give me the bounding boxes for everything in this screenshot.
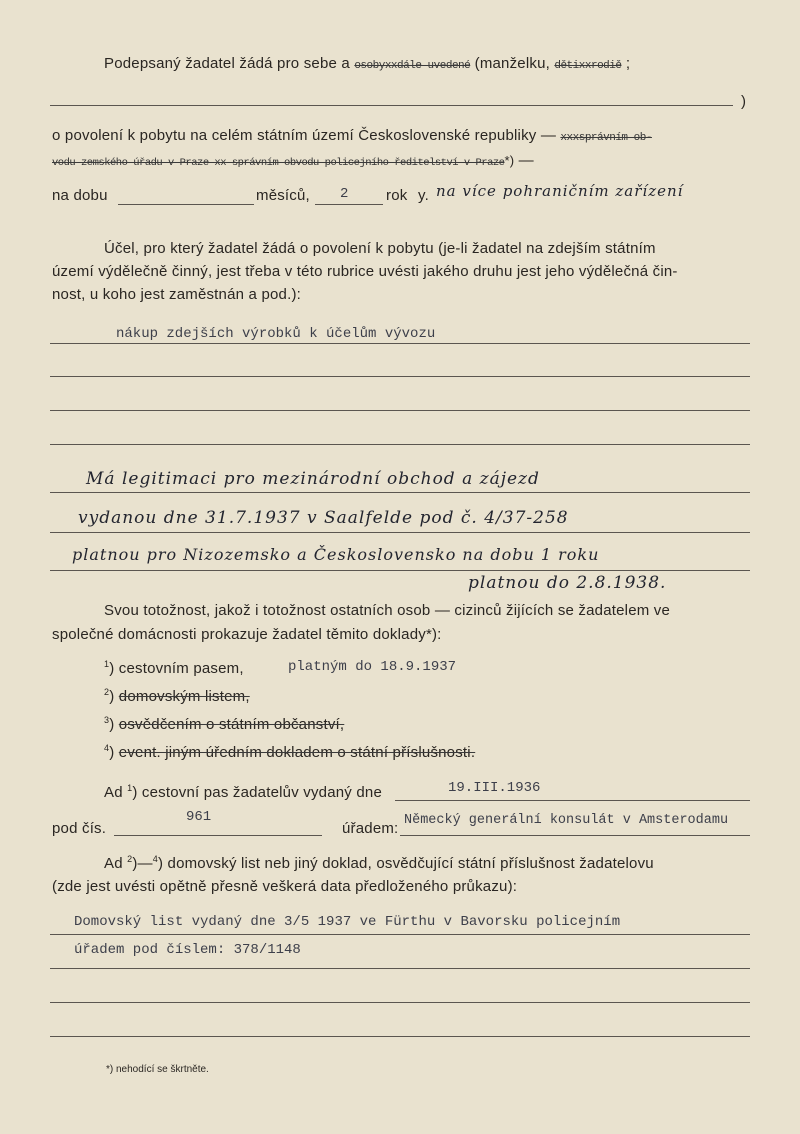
- doc-label: cestovním pasem,: [118, 660, 244, 677]
- hw-line-2: [50, 532, 750, 533]
- hw-line-1: [50, 492, 750, 493]
- identity-text-2: společné domácnosti prokazuje žadatel těmito doklady*):: [52, 626, 442, 643]
- months-line: [118, 204, 254, 205]
- handwritten-line-4: platnou do 2.8.1938.: [468, 573, 667, 593]
- office-line: [400, 835, 750, 836]
- purpose-line-1: [50, 343, 750, 344]
- years-label: rok: [386, 187, 408, 204]
- doc-label-struck: event. jiným úředním dokladem o státní příslušnosti.: [118, 744, 476, 761]
- doc-label-struck: domovským listem,: [118, 688, 250, 705]
- cert-line-3: [50, 1002, 750, 1003]
- territory-line: [52, 127, 652, 147]
- months-label: měsíců,: [256, 187, 310, 204]
- intro-line: [104, 55, 630, 75]
- fill-line: [50, 105, 733, 106]
- doc-sup: 2: [104, 687, 110, 697]
- ad1-line: [104, 784, 382, 802]
- hw-line-3: [50, 570, 750, 571]
- years-suffix: y.: [418, 187, 429, 204]
- ad2-line: [104, 855, 654, 873]
- ad2-instruction: (zde jest uvésti opětně přesně veškerá data předloženého průkazu):: [52, 878, 518, 895]
- territory-line-2: [52, 152, 534, 172]
- passport-validity: platným do 18.9.1937: [288, 659, 457, 675]
- struck-territory: xxxsprávním ob-: [560, 132, 652, 144]
- handwritten-line-2: vydanou dne 31.7.1937 v Saalfelde pod č. 4/37-258: [78, 508, 569, 528]
- passport-date-line: [395, 800, 750, 801]
- cert-line-2: [50, 968, 750, 969]
- number-label: pod čís.: [52, 820, 107, 837]
- doc-passport: $^1$) cestovním pasem,: [104, 659, 244, 677]
- passport-office: Německý generální konsulát v Amsterodamu: [404, 813, 729, 828]
- doc-sup: 4: [104, 743, 110, 753]
- footnote: *) nehodící se škrtněte.: [106, 1064, 209, 1075]
- passport-date: 19.III.1936: [448, 780, 541, 796]
- years-line: [315, 204, 383, 205]
- intro-text-2: (manželku,: [474, 55, 550, 72]
- intro-semicolon: ;: [625, 55, 631, 72]
- close-paren: ): [741, 93, 747, 110]
- territory-text: o povolení k pobytu na celém státním území Československé republiky —: [52, 127, 557, 144]
- purpose-text-3: nost, u koho jest zaměstnán a pod.):: [52, 286, 302, 303]
- purpose-text-2: území výdělečně činný, jest třeba v této rubrice uvésti jakého druhu jest jeho výdělečná čin-: [52, 263, 678, 280]
- identity-text-1: Svou totožnost, jakož i totožnost ostatních osob — cizinců žijících se žadatelem ve: [104, 602, 671, 619]
- purpose-line-4: [50, 444, 750, 445]
- years-value: 2: [340, 186, 349, 202]
- purpose-line-3: [50, 410, 750, 411]
- intro-text: Podepsaný žadatel žádá pro sebe a: [104, 55, 350, 72]
- struck-text: osobyxxdále uvedené: [354, 60, 471, 72]
- homeland-cert-2: úřadem pod číslem: 378/1148: [74, 942, 301, 958]
- ad-text-2: ) domovský list neb jiný doklad, osvědčující státní příslušnost žadatelovu: [157, 855, 654, 872]
- handwritten-line-3: platnou pro Nizozemsko a Československo na dobu 1 roku: [72, 545, 600, 564]
- passport-number-line: [114, 835, 322, 836]
- cert-line-4: [50, 1036, 750, 1037]
- purpose-text-1: Účel, pro který žadatel žádá o povolení k pobytu (je-li žadatel na zdejším státním: [104, 240, 656, 257]
- ad-text: )—: [132, 855, 153, 872]
- doc-sup: 3: [104, 715, 110, 725]
- doc-jiny: $^4$) event. jiným úředním dokladem o státní příslušnosti.: [104, 743, 476, 761]
- office-label: úřadem:: [342, 820, 399, 837]
- ad-label: Ad: [104, 855, 123, 872]
- ad-text: ) cestovní pas žadatelův vydaný dne: [132, 784, 382, 801]
- doc-sup: 1: [104, 659, 110, 669]
- footnote-marker: *): [504, 153, 515, 168]
- purpose-typed: nákup zdejších výrobků k účelům vývozu: [116, 326, 436, 342]
- ad-sup: 1: [127, 783, 133, 793]
- cert-line-1: [50, 934, 750, 935]
- handwritten-line-1: Má legitimaci pro mezinárodní obchod a zájezd: [86, 469, 540, 489]
- handwritten-note: na více pohraničním zařízení: [436, 182, 684, 200]
- ad-label: Ad: [104, 784, 123, 801]
- doc-label-struck: osvědčením o státním občanství,: [118, 716, 345, 733]
- struck-territory-2: vodu zemského úřadu v Praze xx správním obvodu policejního ředitelství v Praze: [52, 157, 505, 169]
- dash: —: [518, 152, 534, 169]
- duration-label: na dobu: [52, 187, 108, 204]
- homeland-cert-1: Domovský list vydaný dne 3/5 1937 ve Fürthu v Bavorsku policejním: [74, 914, 621, 930]
- ad-sup: 2: [127, 854, 133, 864]
- doc-obcanstvi: $^3$) osvědčením o státním občanství,: [104, 715, 345, 733]
- passport-number: 961: [186, 809, 212, 825]
- ad-sup: 4: [152, 854, 158, 864]
- doc-domovsky: $^2$) domovským listem,: [104, 687, 250, 705]
- purpose-line-2: [50, 376, 750, 377]
- struck-text-2: dětixxrodiě: [554, 60, 622, 72]
